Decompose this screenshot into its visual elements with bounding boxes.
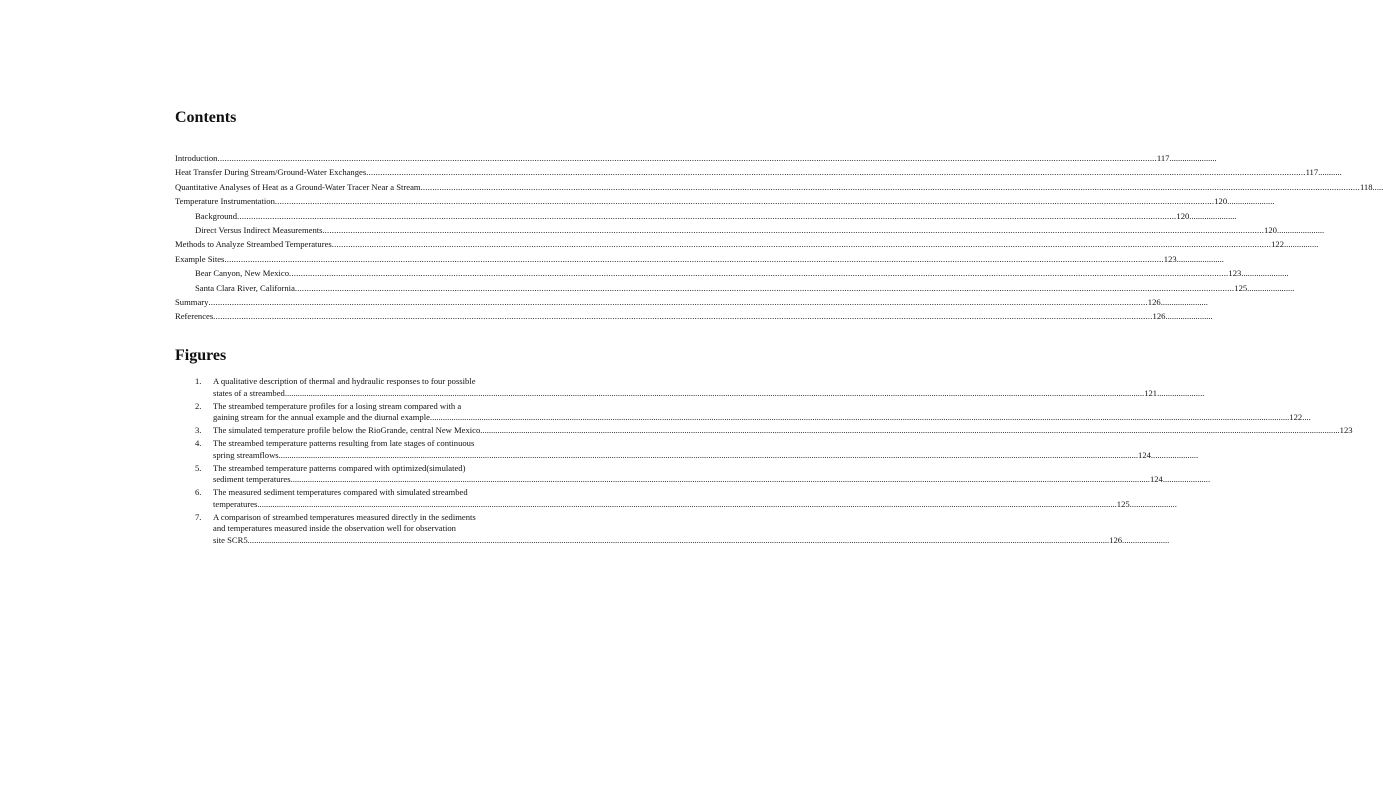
figure-number: 4. (195, 438, 202, 448)
figure-caption-text: The simulated temperature profile below the RioGrande, central New Mexico (213, 425, 481, 435)
toc-entry-title: Bear Canyon, New Mexico (195, 268, 290, 279)
dot-leader: ................................................................................................................................................................................................................................................................................................................................................................................................................ (284, 387, 1145, 398)
figure-caption-text: site SCR5. (213, 534, 250, 545)
figure-entry[interactable] (195, 438, 1199, 461)
toc-entry-page: 123 (1228, 268, 1242, 279)
toc-entry-page: 117 (1156, 153, 1170, 163)
figure-caption-line: and temperatures measured inside the observation well for observation (213, 523, 456, 533)
figure-number: 1. (195, 376, 202, 386)
figure-caption-text: sediment temperatures (213, 474, 291, 484)
figure-entry[interactable] (195, 400, 1311, 424)
figure-entry[interactable] (195, 487, 1177, 510)
toc-entry-title: Quantitative Analyses of Heat as a Ground-Water Tracer Near a Stream (175, 181, 421, 192)
dot-leader: ................................................................................................................................................................................................................................................................................................................................................................................................................ (420, 181, 1360, 192)
figure-caption-line: A comparison of streambed temperatures measured directly in the sediments (213, 511, 476, 522)
toc-entry-page: 123 (1163, 253, 1177, 264)
figure-caption-line: The measured sediment temperatures compared with simulated streambed (213, 487, 468, 497)
figure-caption (213, 487, 1177, 510)
dot-leader: ................................................................................................................................................................................................................................................................................................................................................................................................................ (290, 474, 1150, 484)
list-of-figures (195, 376, 1353, 548)
figure-caption (213, 438, 1198, 461)
toc-entry[interactable] (175, 180, 1383, 194)
dot-leader-tail: ..... (1372, 181, 1383, 192)
figure-caption-last-line (213, 412, 1311, 424)
figure-caption-last-line (213, 474, 1210, 486)
dot-leader: ................................................................................................................................................................................................................................................................................................................................................................................................................ (237, 210, 1177, 221)
dot-leader: ................................................................................................................................................................................................................................................................................................................................................................................................................ (366, 167, 1306, 178)
figure-number: 6. (195, 487, 202, 497)
dot-leader-tail: ...................... (1276, 224, 1325, 235)
toc-entry-title: Direct Versus Indirect Measurements. (195, 224, 325, 235)
toc-entry[interactable] (175, 151, 1217, 165)
figure-caption-text: gaining stream for the annual example and the diurnal example (213, 412, 430, 422)
figure-caption-text: spring streamflows (213, 449, 279, 460)
figure-caption-last-line (213, 450, 1198, 462)
dot-leader-tail: ...................... (1247, 282, 1295, 293)
dot-leader-tail: ........... (1318, 167, 1342, 178)
dot-leader: ................................................................................................................................................................................................................................................................................................................................................................................................................ (294, 282, 1235, 293)
table-of-contents (175, 151, 1383, 324)
toc-entry-page: 120 (1264, 224, 1277, 235)
dot-leader: ................................................................................................................................................................................................................................................................................................................................................................................................................ (289, 268, 1229, 279)
dot-leader-tail: ...................... (1122, 534, 1170, 545)
toc-entry[interactable] (175, 281, 1295, 295)
dot-leader-tail: ...................... (1169, 153, 1217, 163)
figure-caption-line: A qualitative description of thermal and hydraulic responses to four possible (213, 376, 476, 386)
figure-caption-line: The streambed temperature profiles for a losing stream compared with a (213, 400, 462, 411)
figures-heading: Figures (175, 347, 227, 364)
figure-caption (213, 401, 1311, 424)
figure-number: 5. (195, 462, 202, 473)
figure-caption-last-line (213, 535, 1169, 547)
dot-leader: ................................................................................................................................................................................................................................................................................................................................................................................................................ (278, 449, 1139, 460)
toc-entry-page: 126 (1147, 296, 1161, 307)
figure-entry[interactable] (195, 462, 1211, 486)
dot-leader-tail: ...................... (1160, 296, 1208, 307)
toc-entry-title: Santa Clara River, California (195, 282, 295, 293)
dot-leader-tail: ...................... (1227, 196, 1275, 207)
toc-entry[interactable] (175, 266, 1289, 280)
figure-caption (213, 512, 1169, 547)
dot-leader-tail: ................ (1284, 239, 1319, 250)
figure-caption-last-line (213, 499, 1177, 511)
figure-page: 123 (1339, 425, 1353, 435)
toc-entry-page: 122 (1271, 239, 1285, 250)
toc-entry-page: 118 (1359, 181, 1373, 192)
figure-caption-line: The streambed temperature patterns compared with optimized(simulated) (213, 462, 466, 473)
contents-heading: Contents (175, 109, 237, 126)
toc-entry-title: Temperature Instrumentation (175, 196, 275, 207)
dot-leader: ................................................................................................................................................................................................................................................................................................................................................................................................................ (257, 498, 1117, 509)
dot-leader-tail: ...................... (1129, 498, 1177, 509)
toc-entry[interactable] (175, 252, 1224, 266)
figure-caption-text: temperatures (213, 498, 258, 509)
dot-leader-tail: ...................... (1162, 474, 1211, 484)
dot-leader-tail: ...................... (1157, 387, 1205, 398)
figure-caption (213, 376, 1204, 399)
dot-leader: ................................................................................................................................................................................................................................................................................................................................................................................................................ (249, 534, 1110, 545)
toc-entry-page: 120 (1214, 196, 1228, 207)
toc-entry-title: Background (195, 210, 238, 221)
toc-entry-page: 117 (1305, 167, 1319, 178)
figure-caption-last-line (213, 425, 1353, 437)
figure-number: 2. (195, 400, 202, 411)
dot-leader: ................................................................................................................................................................................................................................................................................................................................................................................................................ (224, 253, 1164, 264)
figure-page: 126 (1109, 534, 1123, 545)
toc-entry[interactable] (175, 223, 1325, 237)
toc-entry[interactable] (175, 237, 1319, 251)
toc-entry-title: References (175, 311, 214, 322)
dot-leader: ................................................................................................................................................................................................................................................................................................................................................................................................................ (217, 153, 1157, 163)
toc-entry[interactable] (175, 209, 1237, 223)
dot-leader: ................................................................................................................................................................................................................................................................................................................................................................................................................ (324, 224, 1265, 235)
figure-caption-line: The streambed temperature patterns resulting from late stages of continuous (213, 438, 475, 448)
dot-leader: ................................................................................................................................................................................................................................................................................................................................................................................................................ (331, 239, 1272, 250)
figure-page: 125 (1116, 498, 1130, 509)
figure-page: 124 (1138, 449, 1151, 460)
dot-leader-tail: ...................... (1165, 311, 1213, 322)
figure-entry[interactable] (195, 511, 1170, 547)
dot-leader-tail: ...................... (1241, 268, 1289, 279)
toc-entry[interactable] (175, 194, 1275, 208)
figure-page: 124 (1149, 474, 1163, 484)
dot-leader: ................................................................................................................................................................................................................................................................................................................................................................................................................ (274, 196, 1215, 207)
toc-entry-page: 125 (1234, 282, 1248, 293)
toc-entry-title: Heat Transfer During Stream/Ground-Water Exchanges (175, 167, 367, 178)
dot-leader: ................................................................................................................................................................................................................................................................................................................................................................................................................ (429, 412, 1290, 422)
figure-page: 121 (1144, 387, 1158, 398)
toc-entry-title: Methods to Analyze Streambed Temperatures (175, 239, 332, 250)
figure-entry[interactable] (195, 376, 1205, 399)
toc-entry-page: 126 (1152, 311, 1166, 322)
toc-entry-title: Summary (175, 296, 209, 307)
toc-entry-title: Introduction (175, 153, 218, 163)
dot-leader: ................................................................................................................................................................................................................................................................................................................................................................................................................ (480, 425, 1340, 435)
toc-entry-title: Example Sites (175, 253, 225, 264)
figure-caption (213, 425, 1353, 437)
dot-leader-tail: ...................... (1150, 449, 1199, 460)
dot-leader-tail: ...................... (1176, 253, 1224, 264)
figure-caption-last-line (213, 388, 1204, 400)
figure-number: 3. (195, 425, 202, 435)
toc-entry[interactable] (175, 165, 1342, 179)
toc-entry[interactable] (175, 295, 1208, 309)
figure-number: 7. (195, 511, 202, 522)
dot-leader-tail: .... (1302, 412, 1311, 422)
dot-leader-tail: ...................... (1189, 210, 1237, 221)
figure-page: 122 (1289, 412, 1303, 422)
toc-entry[interactable] (175, 309, 1213, 323)
toc-entry-page: 120 (1176, 210, 1190, 221)
dot-leader: ................................................................................................................................................................................................................................................................................................................................................................................................................ (213, 311, 1153, 322)
dot-leader: ................................................................................................................................................................................................................................................................................................................................................................................................................ (208, 296, 1148, 307)
figure-entry[interactable] (195, 425, 1353, 437)
figure-caption-text: states of a streambed (213, 387, 285, 398)
figure-caption (213, 463, 1210, 486)
